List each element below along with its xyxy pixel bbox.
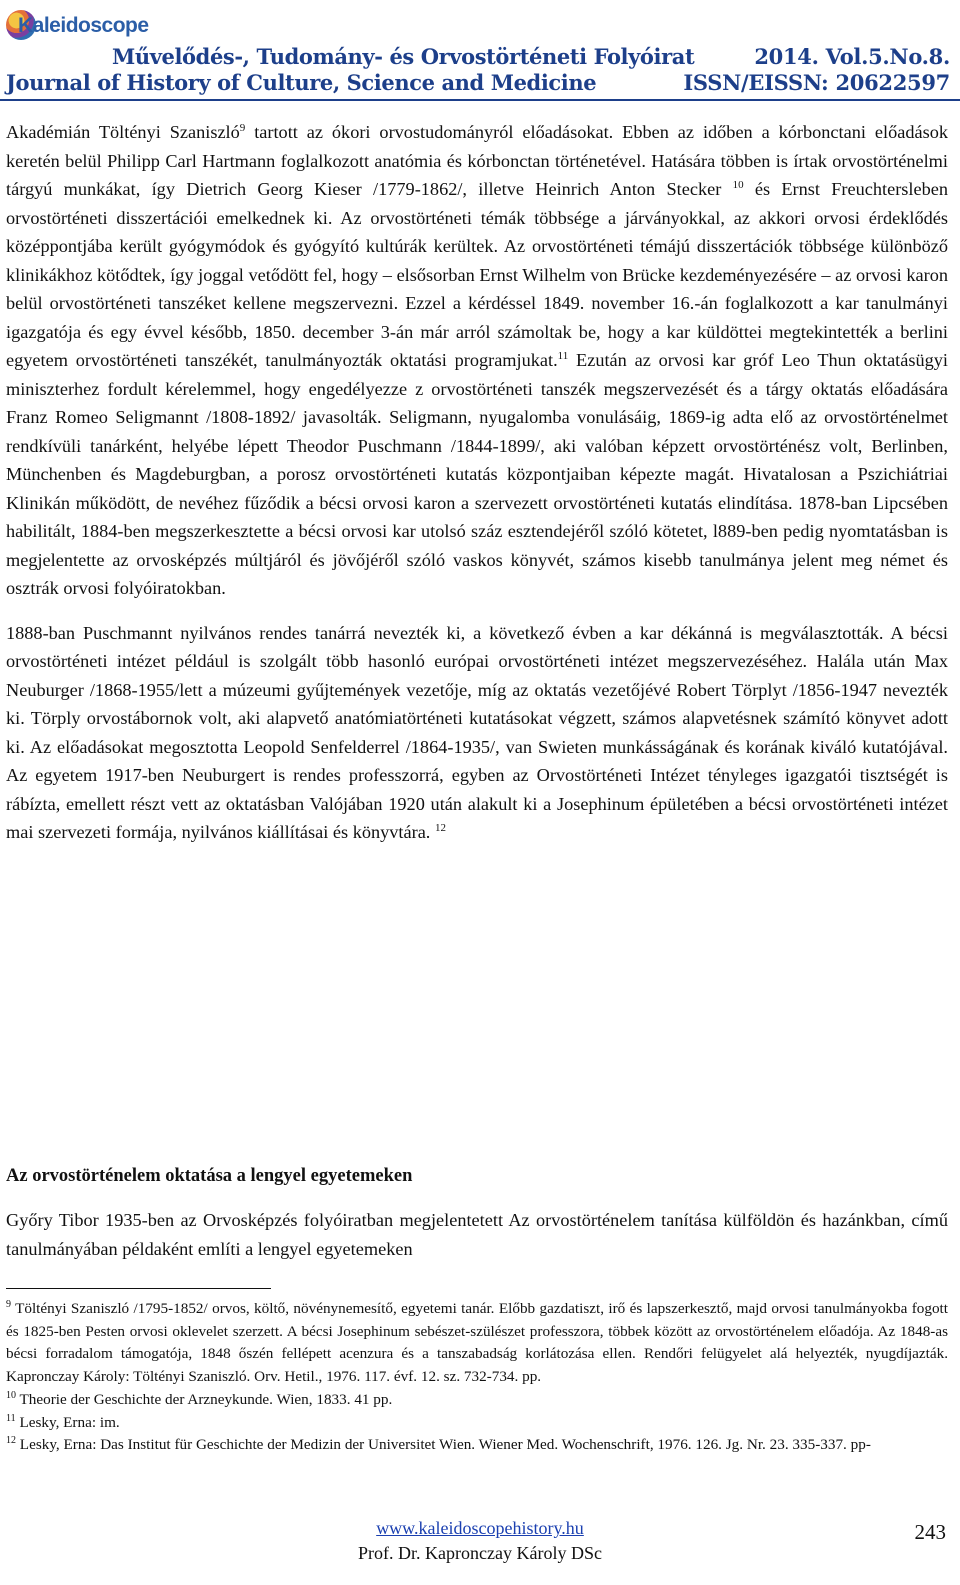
footnote-ref-9[interactable]: 9 (239, 121, 246, 134)
article-body (6, 118, 948, 863)
section-heading: Az orvostörténelem oktatása a lengyel egyetemeken (6, 1166, 413, 1186)
kaleidoscope-logo (6, 8, 149, 44)
page-header (0, 0, 960, 104)
footnote-separator (6, 1288, 271, 1289)
journal-title-hu: Művelődés-, Tudomány- és Orvostörténeti Folyóirat (112, 44, 695, 69)
footer-website-link[interactable]: www.kaleidoscopehistory.hu (376, 1518, 584, 1538)
paragraph-2: 1888-ban Puschmannt nyilvános rendes tanárrá nevezték ki, a következő évben a kar dékánná is megválasztották. A bécsi orvostörténeti intézet például is szolgált több hasonló európai orvostörténeti intézet megszervezéséhez. Halála után Max Neuburger /1868-1955/lett a múzeumi gyűjtemények vezetője, míg az oktatás vezetőjévé Robert Törplyt /1856-1947 nevezték ki. Törply orvostábornok volt, aki alapvető anatómiatörténeti kutatásokat végzett, számos alapvetésnek számító könyvet adott ki. Az előadásokat megosztotta Leopold Senfelderrel /1864-1935/, van Swieten munkásságának és korának kiváló kutatójával. Az egyetem 1917-ben Neuburgert is rendes professzorrá, egyben az Orvostörténeti Intézet tényleges igazgatói tisztségét is rábízta, emellett részt vett az oktatásban Valójában 1920 után alakult ki a Josephinum épületében a bécsi orvostörténeti intézet mai szervezeti formája, nyilvános kiállításai és könyvtára. $^{12}$ (6, 622, 948, 842)
page-number: 243 (914, 1520, 946, 1544)
journal-issn: ISSN/EISSN: 20622597 (683, 70, 950, 95)
footnote-9: $^9$ Töltényi Szaniszló /1795-1852/ orvos, költő, növénynemesítő, egyetemi tanár. Előbb gazdatiszt, irő és lapszerkesztő, majd orvosi tanulmányokba fogott és 1825-ben Pesten orvosi oklevelet szerzett. A bécsi Josephinum sebészet-szülészet professzora, többek között az orvostörténelem előadója. Az 1848-as bécsi forradalom támogatója, 1848 őszén fellépett acenzura és a tanszabadság korlátozása ellen. Rendőri felügyelet alá helyezték, nyugdíjazták. Kapronczay Károly: Töltényi Szaniszló. Orv. Hetil., 1976. 117. évf. 12. sz. 732-734. pp. (6, 1298, 948, 1386)
footer-author: Prof. Dr. Kapronczay Károly DSc (358, 1543, 602, 1563)
footnote-10: $^{10}$ Theorie der Geschichte der Arzneykunde. Wien, 1833. 41 pp. (6, 1389, 393, 1408)
footnote-12: $^{12}$ Lesky, Erna: Das Institut für Geschichte der Medizin der Universitet Wien. Wiener Med. Wochenschrift, 1976. 126. Jg. Nr. 23. 335-337. pp- (6, 1435, 871, 1454)
footnote-11: $^{11}$ Lesky, Erna: im. (6, 1412, 120, 1431)
footnote-ref-10[interactable]: 10 (732, 178, 744, 191)
paragraph-3: Győry Tibor 1935-ben az Orvosképzés folyóiratban megjelentetett Az orvostörténelem tanítása külföldön és hazánkban, című tanulmányában példaként említi a lengyel egyetemeken (6, 1210, 948, 1259)
footnotes (6, 1298, 948, 1457)
header-rule (0, 99, 960, 101)
footnote-ref-12[interactable]: 12 (434, 821, 446, 834)
journal-volume: 2014. Vol.5.No.8. (754, 44, 950, 69)
logo-text: Kaleidoscope (18, 14, 149, 37)
journal-title-en: Journal of History of Culture, Science and Medicine (6, 70, 597, 95)
footnote-ref-11[interactable]: 11 (557, 349, 569, 362)
paragraph-1: Akadémián Töltényi Szaniszló$^9$ tartott az ókori orvostudományról előadásokat. Ebben az időben a kórbonctani előadások keretén belül Philipp Carl Hartmann foglalkozott anatómia és kórbonctan történetével. Hatására többen is írtak orvostörténelmi tárgyú munkákat, így Dietrich Georg Kieser /1779-1862/, illetve Heinrich Anton Stecker $^{10}$ és Ernst Freuchtersleben orvostörténeti disszertációi emelkednek ki. Az orvostörténeti témák többsége a járványokkal, az akkori orvosi érdeklődés középpontjába került gyógymódok és gyógyító kultúrák kerültek. Az orvostörténeti témájú disszertációk többsége különböző klinikákhoz kötődtek, így joggal vetődött fel, hogy – elsősorban Ernst Wilhelm von Brücke kezdeményezésére – az orvosi karon belül orvostörténeti tanszéket kellene megszervezni. Ezzel a kérdéssel 1849. november 16.-án foglalkozott a kar tanulmányi igazgatója és egy évvel később, 1850. december 3-án már arról számoltak be, hogy a kar küldöttei megtekintették a berlini egyetem orvostörténeti tanszékét, tanulmányozták oktatási programjukat.$^{11}$ Ezután az orvosi kar gróf Leo Thun oktatásügyi miniszterhez fordult kérelemmel, hogy engedélyezze z orvostörténeti tanszék megszervezését és a tárgy oktatás előadására Franz Romeo Seligmannt /1808-1892/ javasolták. Seligmann, nyugalomba vonulásáig, 1869-ig adta elő az orvostörténelmet rendkívüli tanárként, helyébe lépett Theodor Puschmann /1844-1899/, aki valóban képzett orvostörténész volt, Berlinben, Münchenben és Magdeburgban, a porosz orvostörténeti kutatás központjaiban képezte magát. Hivatalosan a Pszichiátriai Klinikán működött, de nevéhez fűződik a bécsi orvosi karon a szervezett orvostörténeti kutatás elindítása. 1878-ban Lipcsében habilitált, 1884-ben megszerkesztette a bécsi orvosi kar utolsó száz esztendejéről szóló kötetet, l889-ben pedig nyomtatásban is megjelentette az orvosképzés múltjáról és jövőjéről szóló vaskos könyvét, számos kisebb tanulmánya jelent meg német és osztrák orvosi folyóiratokban. (6, 121, 948, 598)
